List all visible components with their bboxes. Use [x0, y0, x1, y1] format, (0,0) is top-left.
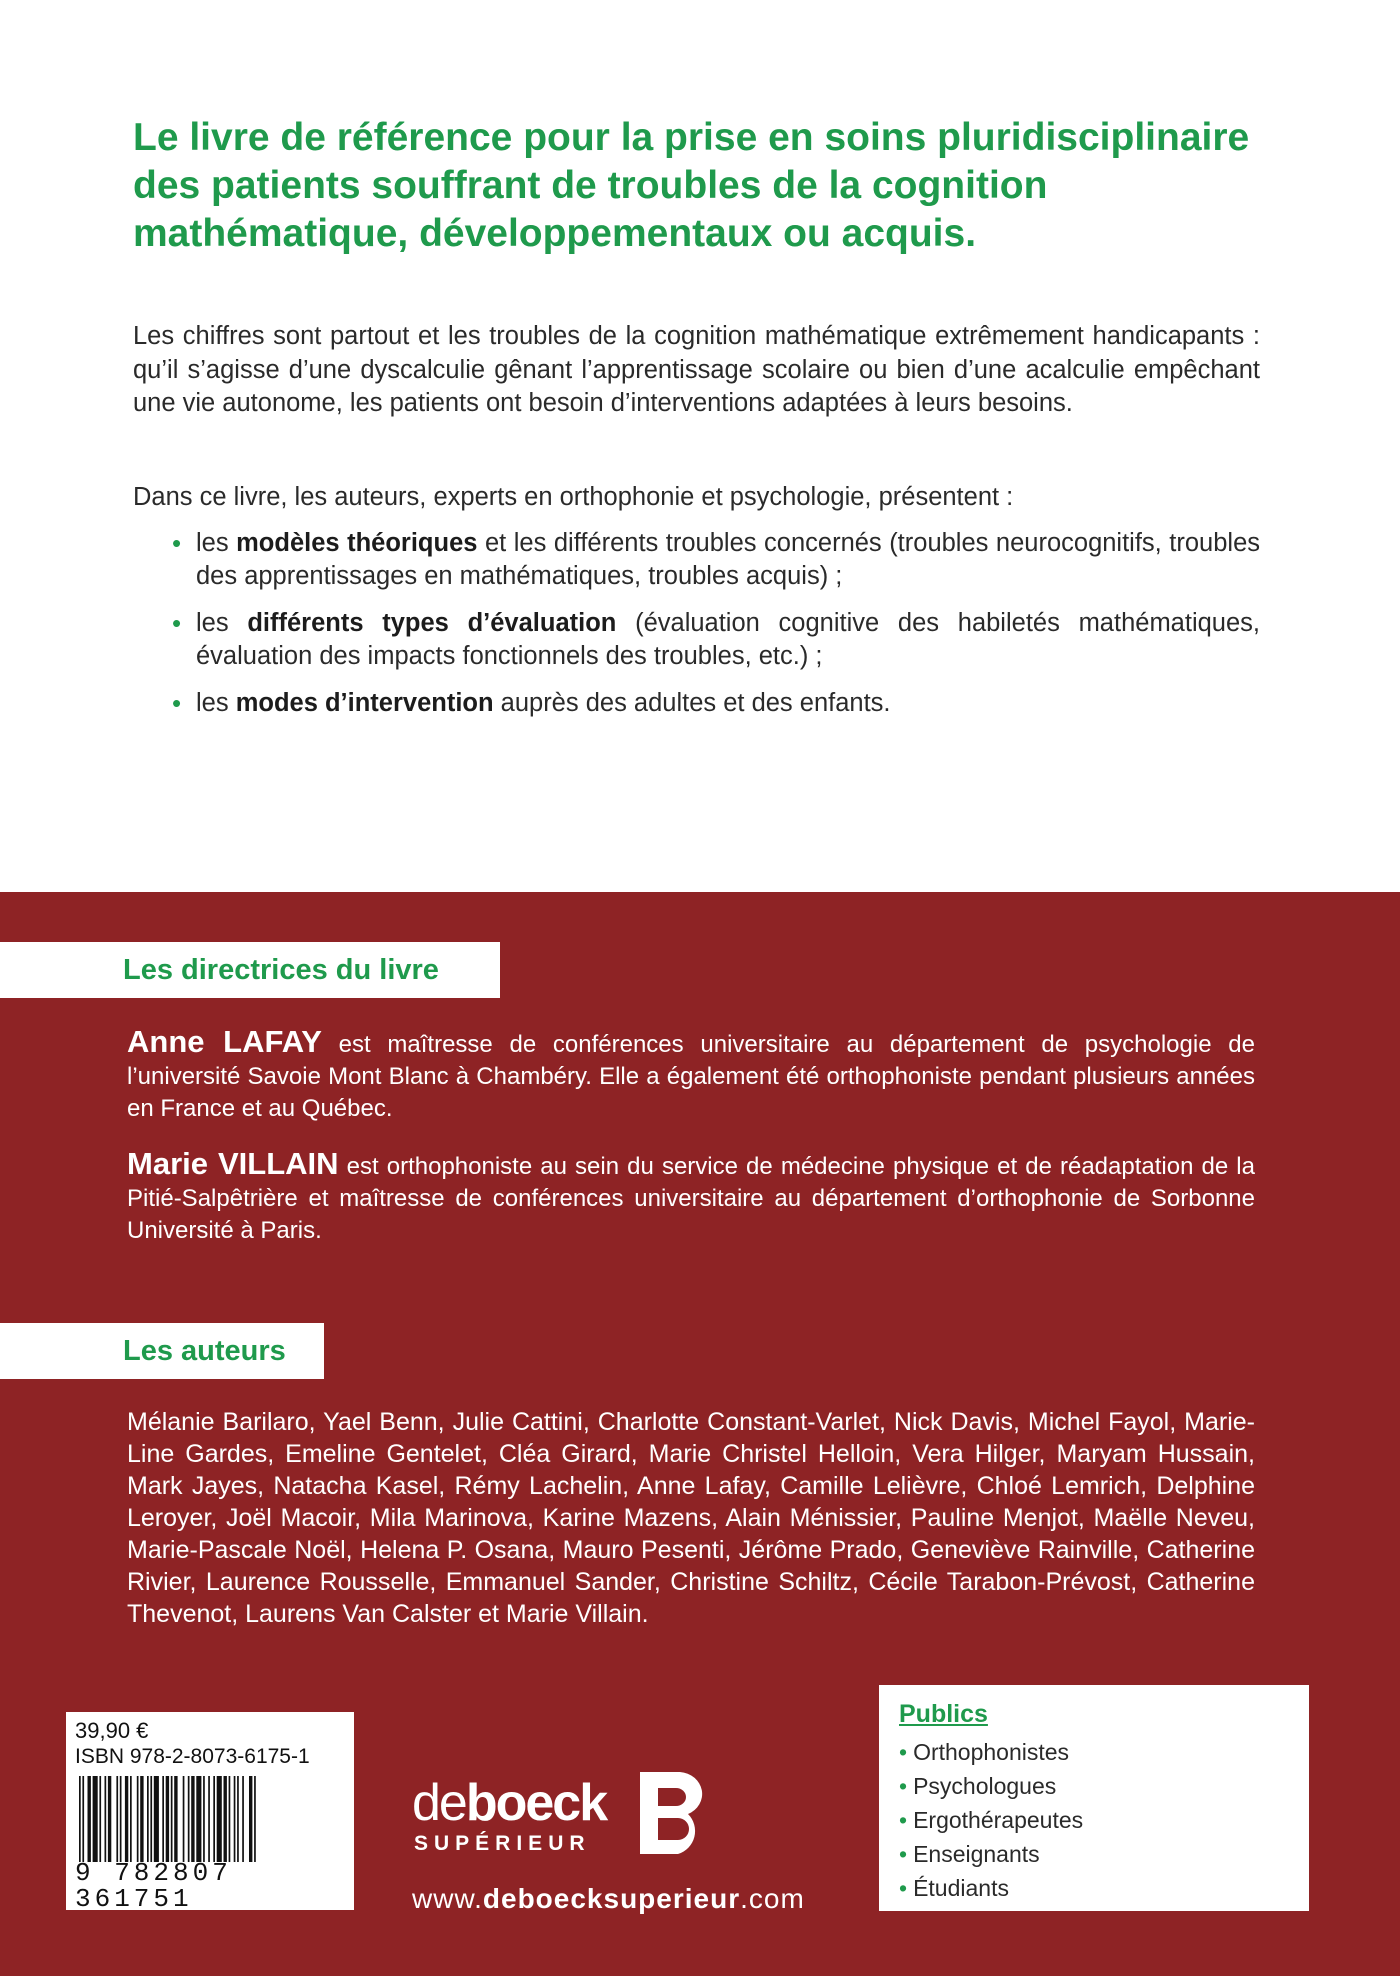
bullet-dot-icon: • [172, 528, 182, 558]
publics-item: • Orthophonistes [899, 1739, 1070, 1765]
logo-b-mark-icon [640, 1772, 702, 1854]
bullet-dot-icon: • [899, 1739, 908, 1765]
publics-list [899, 1735, 1289, 1905]
bullet-dot-icon: • [899, 1807, 908, 1833]
publics-heading: Publics [899, 1700, 988, 1728]
bullet-dot-icon: • [172, 688, 182, 718]
auteurs-heading: Les auteurs [0, 1323, 324, 1379]
publics-box [879, 1685, 1309, 1911]
deboeck-logo [412, 1762, 712, 1862]
lead-paragraph: Dans ce livre, les auteurs, experts en orthophonie et psychologie, présentent : [133, 483, 1014, 511]
bullet-bold: modes d’intervention [235, 689, 494, 717]
bio-anne-lafay: Anne LAFAY est maîtresse de conférences universitaire au département de psychologie de l’université Savoie Mont Blanc à Chambéry. Elle a également été orthophoniste pendant plusieurs années en France et au Québec. [127, 1024, 1255, 1122]
bullet-item: • les différents types d’évaluation (évaluation cognitive des habiletés mathématiques, évaluation des impacts fonctionnels des troubles, etc.) ; [172, 608, 1260, 670]
content-bullet-list [172, 527, 1260, 734]
intro-paragraph: Les chiffres sont partout et les troubles de la cognition mathématique extrêmement handicapants : qu’il s’agisse d’une dyscalculie gênant l’apprentissage scolaire ou bien d’une acalculie empêchant une vie autonome, les patients ont besoin d’interventions adaptées à leurs besoins. [133, 322, 1260, 417]
bullet-dot-icon: • [172, 608, 182, 638]
svg-text:SUPÉRIEUR: SUPÉRIEUR [414, 1832, 591, 1855]
bullet-dot-icon: • [899, 1841, 908, 1867]
bullet-dot-icon: • [899, 1773, 908, 1799]
authors-list: Mélanie Barilaro, Yael Benn, Julie Cattini, Charlotte Constant-Varlet, Nick Davis, Michel Fayol, Marie-Line Gardes, Emeline Gentelet, Cléa Girard, Marie Christel Helloin, Vera Hilger, Maryam Hussain, Mark Jayes, Natacha Kasel, Rémy Lachelin, Anne Lafay, Camille Lelièvre, Chloé Lemrich, Delphine Leroyer, Joël Macoir, Mila Marinova, Karine Mazens, Alain Ménissier, Pauline Menjot, Maëlle Neveu, Marie-Pascale Noël, Helena P. Osana, Mauro Pesenti, Jérôme Prado, Geneviève Rainville, Catherine Rivier, Laurence Rousselle, Emmanuel Sander, Christine Schiltz, Cécile Tarabon-Prévost, Catherine Thevenot, Laurens Van Calster et Marie Villain. [127, 1408, 1255, 1628]
publisher-url: www.deboecksuperieur.com [412, 1883, 805, 1914]
svg-text:deboeck: deboeck [412, 1774, 607, 1832]
publics-item: • Ergothérapeutes [899, 1807, 1084, 1833]
publics-item: • Psychologues [899, 1773, 1057, 1799]
bullet-bold: différents types d’évaluation [247, 609, 617, 637]
publics-item: • Enseignants [899, 1841, 1040, 1867]
bullet-item: • les modes d’intervention auprès des adultes et des enfants. [172, 688, 891, 718]
barcode-icon [75, 1776, 343, 1862]
bio-name: Marie VILLAIN [127, 1146, 339, 1181]
bullet-dot-icon: • [899, 1875, 908, 1901]
upper-section [0, 0, 1400, 892]
price: 39,90 € [75, 1718, 149, 1743]
headline: Le livre de référence pour la prise en soins pluridisciplinaire des patients souffrant de troubles de la cognition mathématique, développementaux ou acquis. [133, 116, 1250, 255]
bullet-item: • les modèles théoriques et les différents troubles concernés (troubles neurocognitifs, troubles des apprentissages en mathématiques, troubles acquis) ; [172, 528, 1260, 590]
bio-marie-villain: Marie VILLAIN est orthophoniste au sein du service de médecine physique et de réadaptation de la Pitié-Salpêtrière et maîtresse de conférences universitaire au département d’orthophonie de Sorbonne Université à Paris. [127, 1146, 1255, 1244]
isbn: ISBN 978-2-8073-6175-1 [75, 1745, 310, 1768]
directrices-heading: Les directrices du livre [0, 942, 500, 998]
bullet-bold: modèles théoriques [236, 529, 478, 557]
publics-item: • Étudiants [899, 1875, 1009, 1901]
bio-name: Anne LAFAY [127, 1024, 322, 1059]
barcode-box [66, 1712, 354, 1914]
barcode-digits: 9 782807 361751 [75, 1858, 232, 1914]
